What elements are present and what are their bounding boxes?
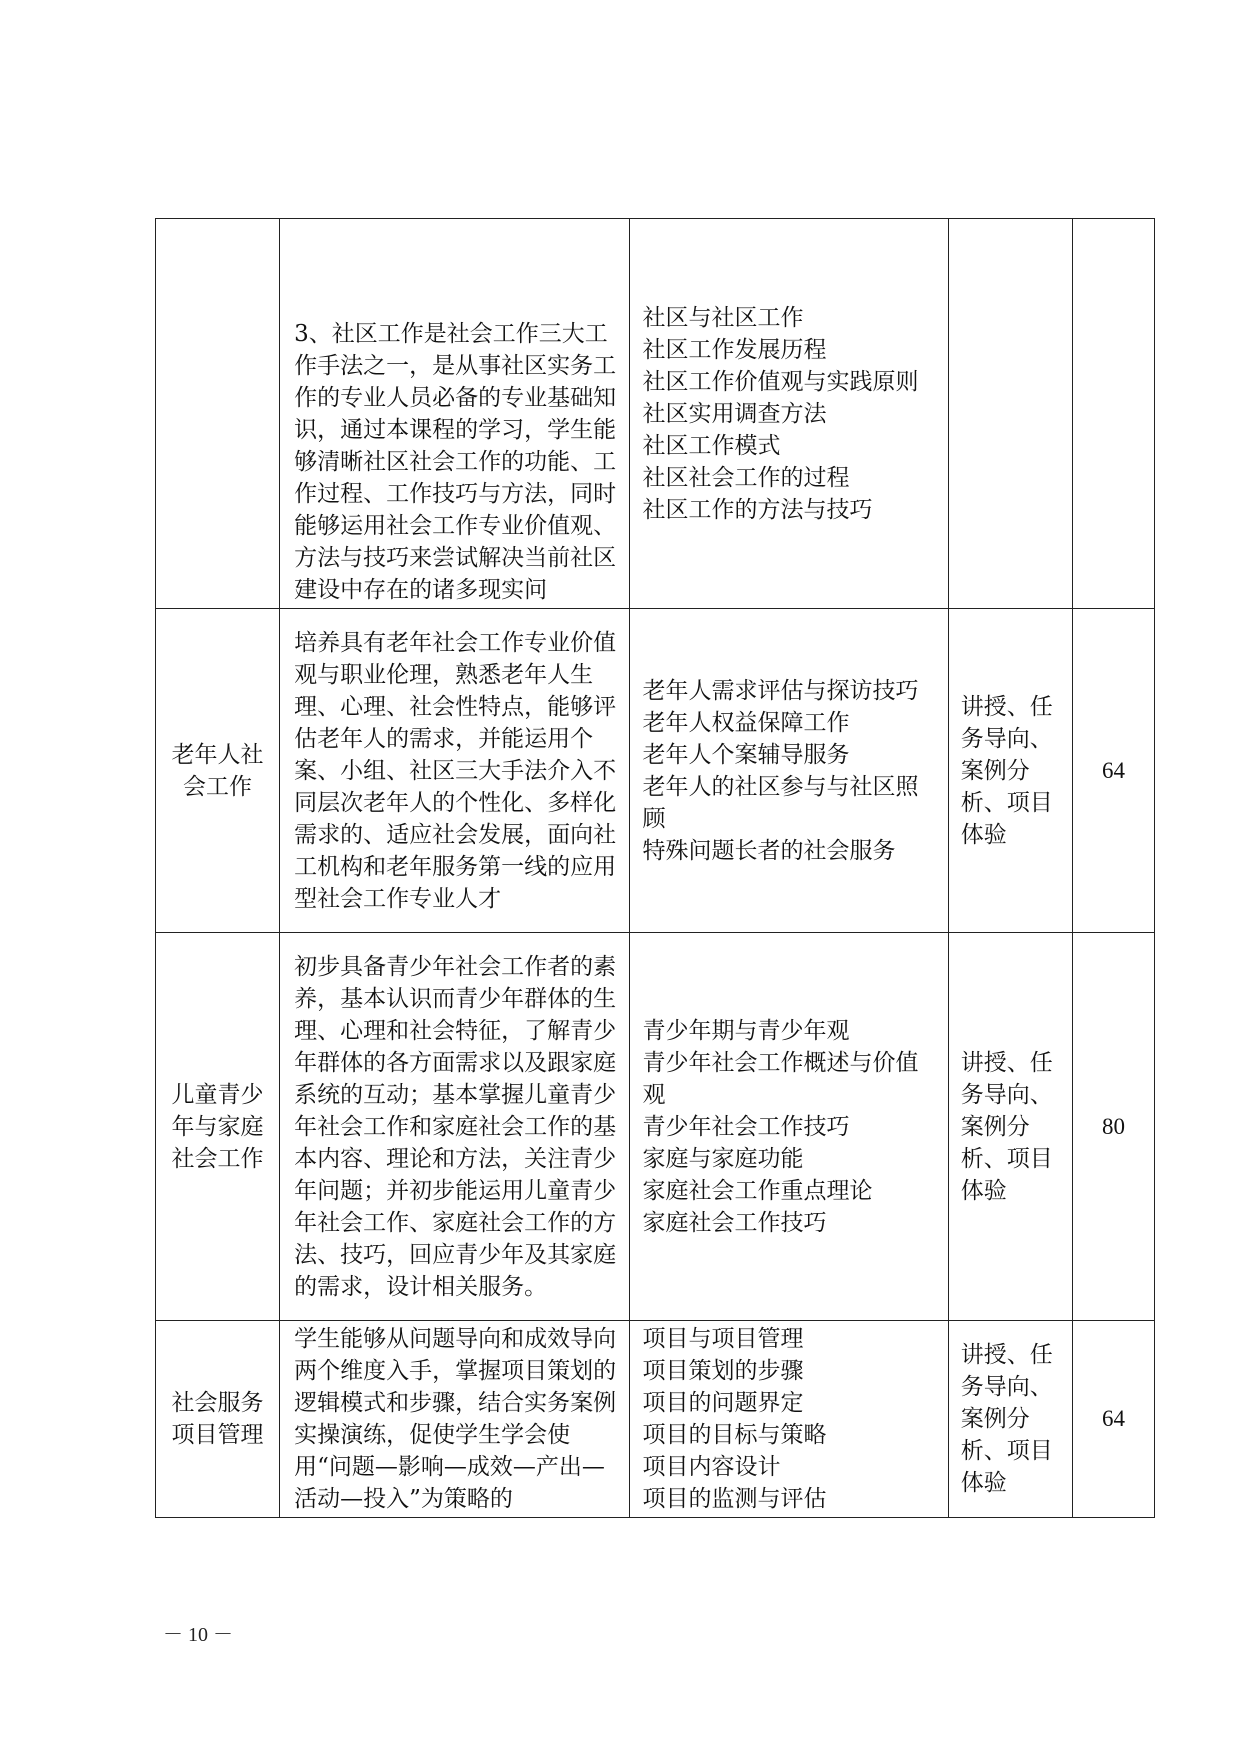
topic-item: 社区工作的方法与技巧: [642, 496, 873, 523]
course-content-cell: [630, 219, 948, 609]
teaching-method-cell: 讲授、任务导向、案例分析、项目体验: [948, 1321, 1072, 1518]
topic-item: 家庭与家庭功能: [642, 1145, 804, 1172]
topic-item: 社区工作价值观与实践原则: [642, 368, 919, 395]
page-number: － 10 －: [163, 1624, 233, 1646]
topic-item: 青少年社会工作技巧: [642, 1113, 850, 1140]
credit-hours-cell: 80: [1072, 933, 1154, 1321]
credit-hours-cell: [1072, 219, 1154, 609]
table-row: [156, 933, 1155, 1321]
topic-item: 项目的监测与评估: [642, 1486, 827, 1512]
topic-item: 老年人需求评估与探访技巧: [642, 677, 919, 704]
topic-item: 社区工作发展历程: [642, 336, 827, 363]
course-name-cell: 老年人社会工作: [156, 609, 280, 933]
table-row: [156, 219, 1155, 609]
course-name-cell: 社会服务项目管理: [156, 1321, 280, 1518]
topic-item: 老年人的社区参与与社区照顾: [642, 773, 919, 832]
topic-item: 社区实用调查方法: [642, 400, 827, 427]
course-table: [155, 218, 1155, 1518]
course-goal-cell: 初步具备青少年社会工作者的素养，基本认识而青少年群体的生理、心理和社会特征，了解青少年群体的各方面需求以及跟家庭系统的互动；基本掌握儿童青少年社会工作和家庭社会工作的基本内容、理论和方法，关注青少年问题；并初步能运用儿童青少年社会工作、家庭社会工作的方法、技巧，回应青少年及其家庭的需求，设计相关服务。: [280, 933, 630, 1321]
table-row: [156, 1321, 1155, 1518]
course-content-cell: [630, 1321, 948, 1518]
credit-hours-cell: 64: [1072, 609, 1154, 933]
topic-item: 项目与项目管理: [642, 1326, 804, 1352]
topic-item: 社区工作模式: [642, 432, 781, 459]
topic-item: 社区与社区工作: [642, 304, 804, 331]
topic-item: 青少年社会工作概述与价值观: [642, 1049, 919, 1108]
course-goal-cell: 3、社区工作是社会工作三大工作手法之一，是从事社区实务工作的专业人员必备的专业基础知识，通过本课程的学习，学生能够清晰社区社会工作的功能、工作过程、工作技巧与方法，同时能够运用社会工作专业价值观、方法与技巧来尝试解决当前社区建设中存在的诸多现实问: [280, 219, 630, 609]
topic-item: 家庭社会工作重点理论: [642, 1177, 873, 1204]
teaching-method-cell: [948, 219, 1072, 609]
topic-item: 特殊问题长者的社会服务: [642, 837, 896, 864]
topic-item: 家庭社会工作技巧: [642, 1209, 827, 1236]
teaching-method-cell: 讲授、任务导向、案例分析、项目体验: [948, 933, 1072, 1321]
topic-item: 老年人个案辅导服务: [642, 741, 850, 768]
course-goal-cell: 培养具有老年社会工作专业价值观与职业伦理，熟悉老年人生理、心理、社会性特点，能够评估老年人的需求，并能运用个案、小组、社区三大手法介入不同层次老年人的个性化、多样化需求的、适应社会发展，面向社工机构和老年服务第一线的应用型社会工作专业人才: [280, 609, 630, 933]
course-content-cell: [630, 933, 948, 1321]
course-goal-cell: 学生能够从问题导向和成效导向两个维度入手，掌握项目策划的逻辑模式和步骤，结合实务案例实操演练，促使学生学会使用“问题—影响—成效—产出—活动—投入”为策略的: [280, 1321, 630, 1518]
topic-item: 项目内容设计: [642, 1454, 781, 1480]
topic-item: 青少年期与青少年观: [642, 1017, 850, 1044]
course-content-cell: [630, 609, 948, 933]
table-row: [156, 609, 1155, 933]
topic-item: 社区社会工作的过程: [642, 464, 850, 491]
topic-item: 老年人权益保障工作: [642, 709, 850, 736]
topic-item: 项目的目标与策略: [642, 1422, 827, 1448]
teaching-method-cell: 讲授、任务导向、案例分析、项目体验: [948, 609, 1072, 933]
course-name-cell: [156, 219, 280, 609]
course-name-cell: 儿童青少年与家庭社会工作: [156, 933, 280, 1321]
topic-item: 项目的问题界定: [642, 1390, 804, 1416]
topic-item: 项目策划的步骤: [642, 1358, 804, 1384]
credit-hours-cell: 64: [1072, 1321, 1154, 1518]
